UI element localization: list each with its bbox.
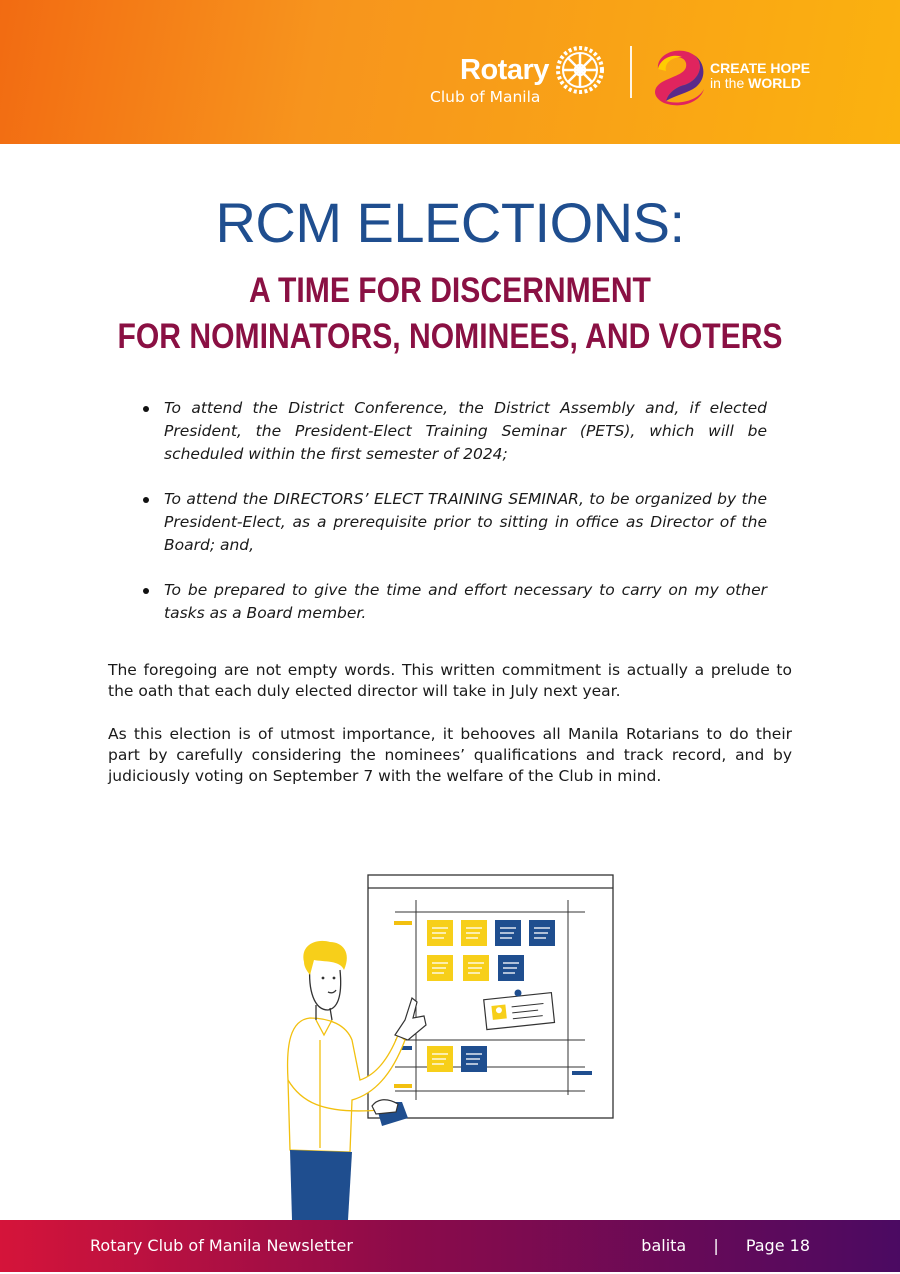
list-item: To be prepared to give the time and effort necessary to carry on my other tasks as a Board member. (142, 579, 767, 625)
commitment-list (142, 397, 767, 647)
header-divider (630, 46, 632, 98)
tagline-world: WORLD (748, 75, 802, 91)
rotary-wheel-icon (553, 43, 607, 97)
article-title: RCM ELECTIONS: (215, 191, 685, 254)
header-banner (0, 0, 900, 144)
body-paragraph: As this election is of utmost importance, it behooves all Manila Rotarians to do their part by carefully considering the nominees’ qualifications and track record, and by judiciously voting on September 7 with the welfare of the Club in mind. (108, 725, 792, 785)
list-item: To attend the DIRECTORS’ ELECT TRAINING SEMINAR, to be organized by the President-Elect, as a prerequisite prior to sitting in office as Director of the Board; and, (142, 488, 767, 557)
footer-separator: | (713, 1236, 719, 1255)
create-hope-logo-icon (650, 45, 706, 107)
body-paragraph: The foregoing are not empty words. This written commitment is actually a prelude to the oath that each duly elected director will take in July next year. (108, 661, 792, 700)
subtitle-line-1: A TIME FOR DISCERNMENT (249, 271, 651, 310)
subtitle-line-2: FOR NOMINATORS, NOMINEES, AND VOTERS (117, 317, 783, 356)
tagline-in-the: in the (710, 75, 745, 91)
list-item: To attend the District Conference, the District Assembly and, if elected President, the President-Elect Training Seminar (PETS), which will be scheduled within the first semester of 2024; (142, 397, 767, 466)
tagline-line-2 (710, 76, 810, 91)
article-subtitle (63, 268, 837, 360)
planning-board-illustration (280, 870, 620, 1220)
rotary-wordmark: Rotary (460, 54, 549, 86)
page-number: Page 18 (745, 1236, 810, 1255)
footer-bar (0, 1220, 900, 1272)
publication-name: balita (641, 1236, 687, 1255)
footer-pagination (641, 1236, 810, 1255)
tagline-line-1: CREATE HOPE (710, 60, 811, 76)
club-name: Club of Manila (430, 88, 541, 106)
newsletter-name: Rotary Club of Manila Newsletter (90, 1236, 353, 1255)
create-hope-tagline (710, 61, 810, 91)
